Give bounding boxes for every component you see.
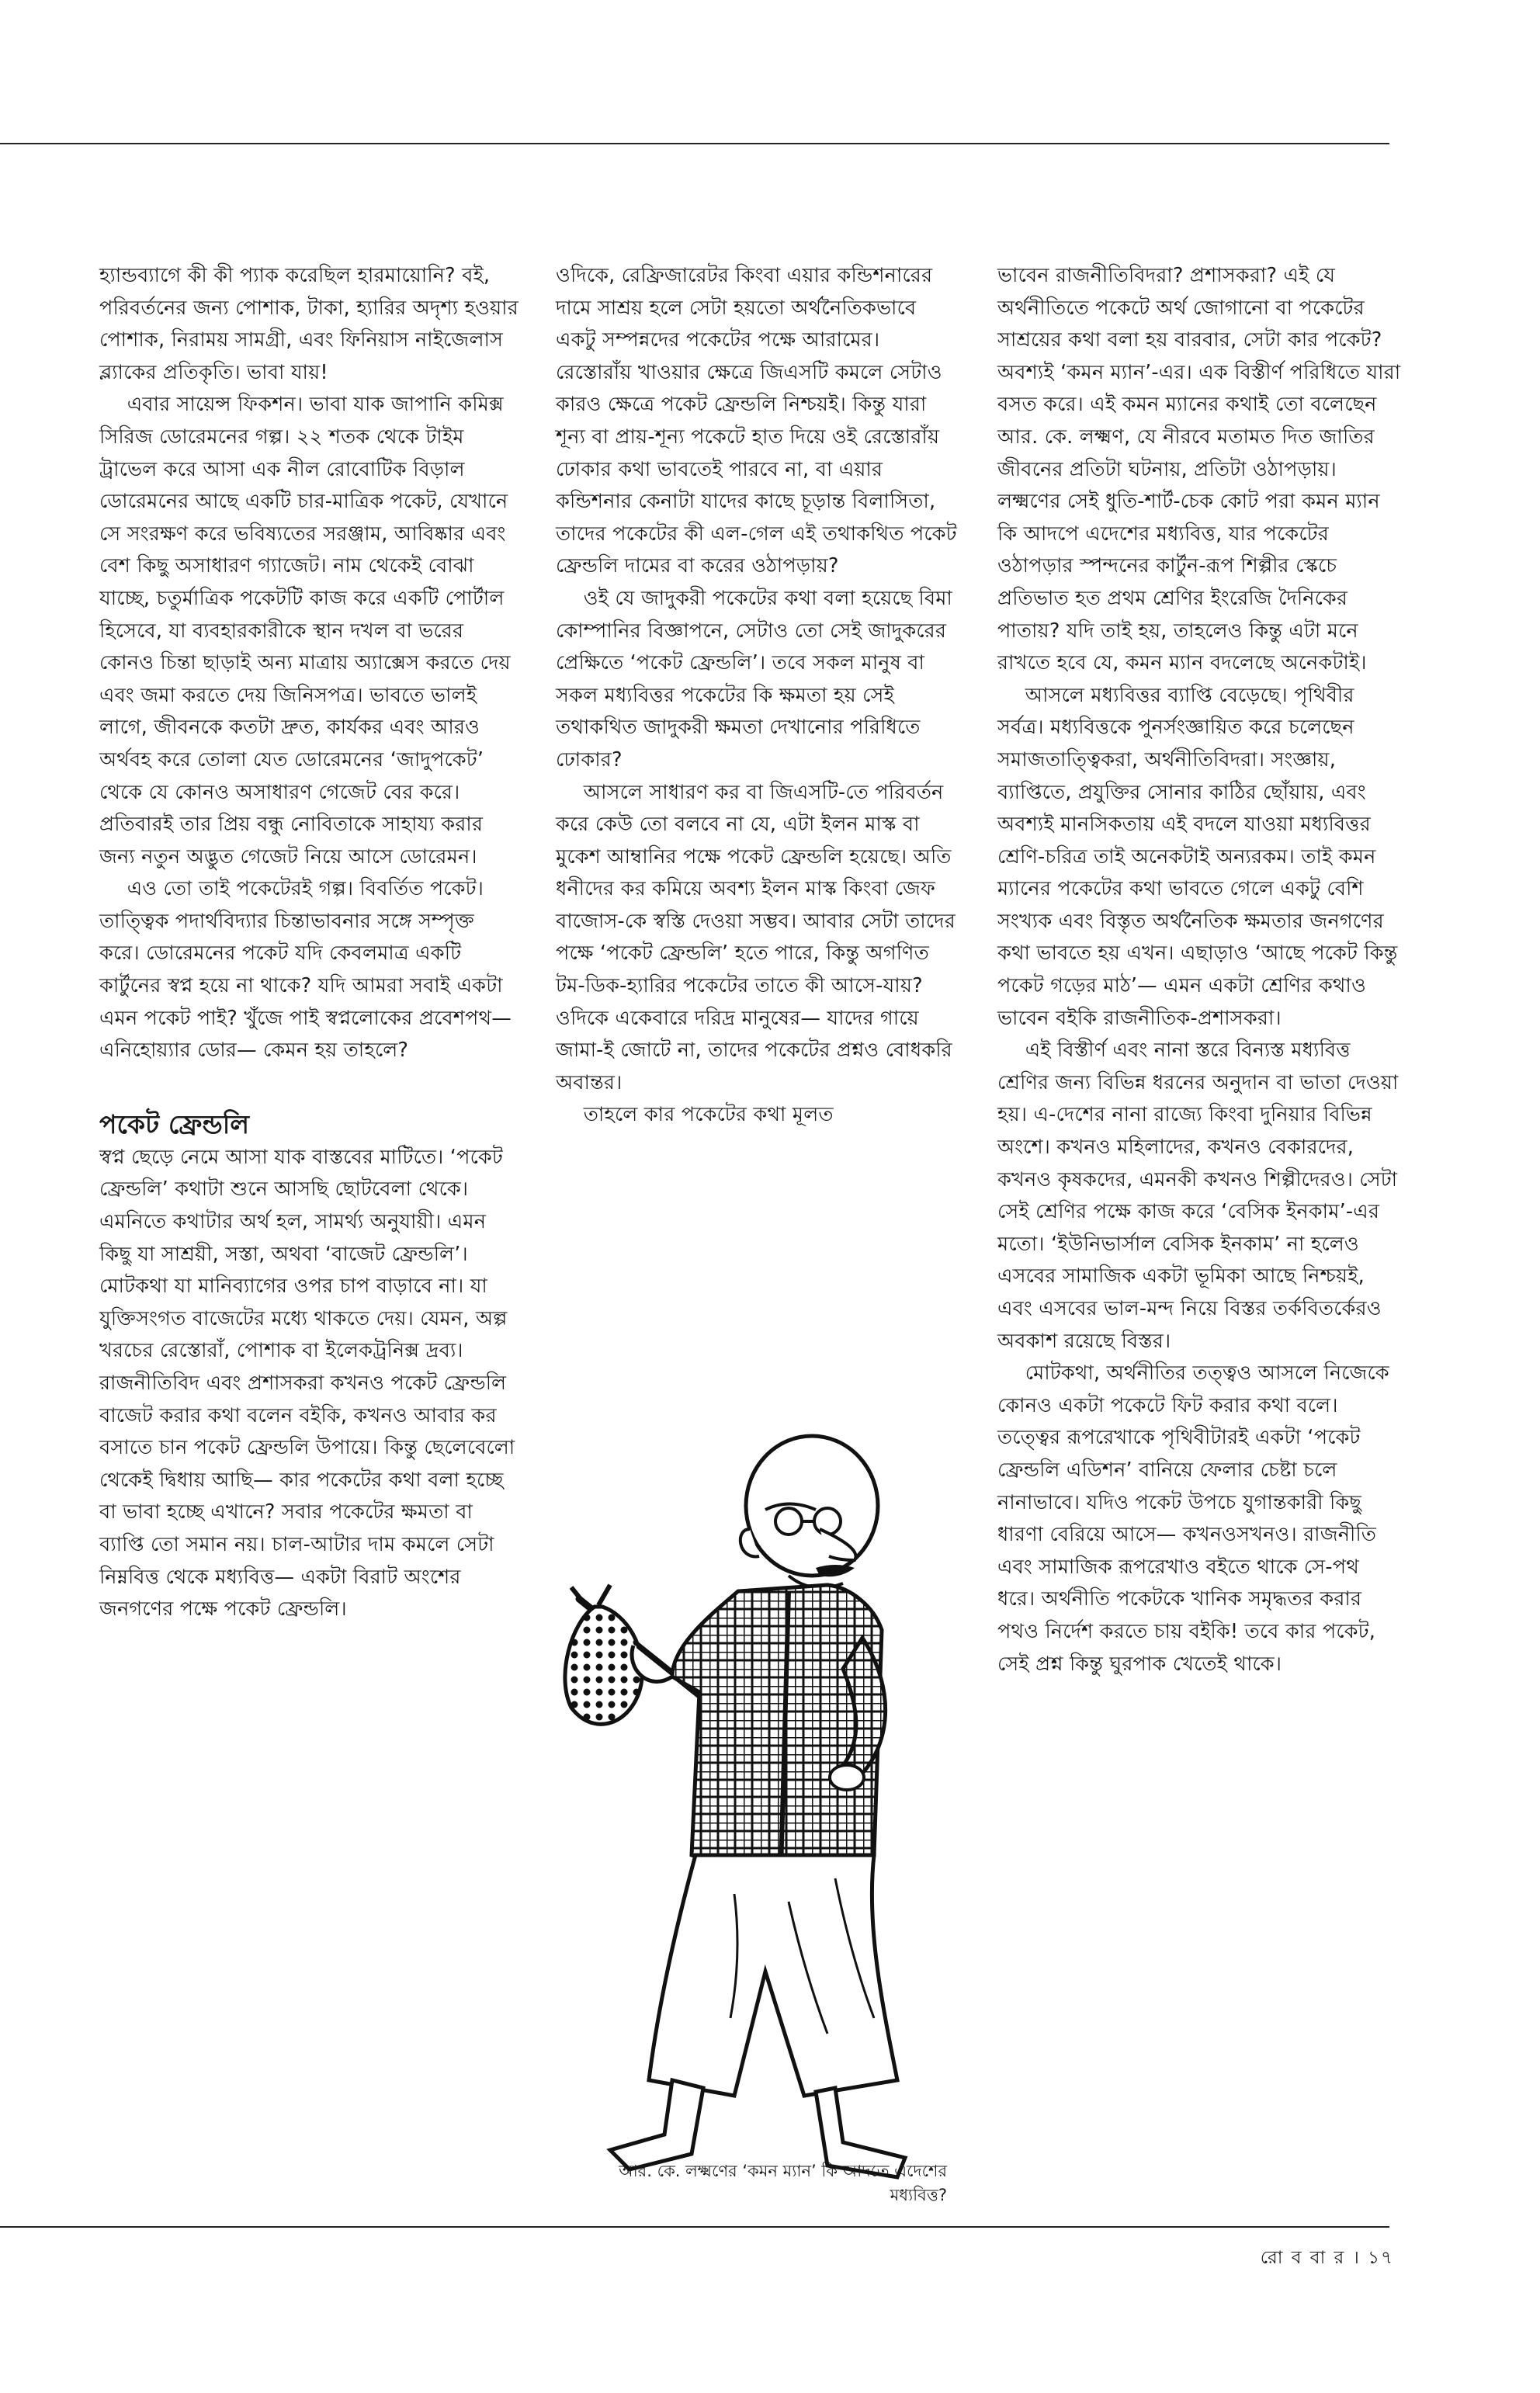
paragraph: স্বপ্ন ছেড়ে নেমে আসা যাক বাস্তবের মাটিতে। ‘পকেট ফ্রেন্ডলি’ কথাটা শুনে আসছি ছোটবেলা থেকে। এমনিতে কথাটার অর্থ হল, সামর্থ্য অনুযায়ী। এমন কিছু যা সাশ্রয়ী, সস্তা, অথবা ‘বাজেট ফ্রেন্ডলি’। মোটকথা যা মানিব্যাগের ওপর চাপ বাড়াবে না। যা যুক্তিসংগত বাজেটের মধ্যে থাকতে দেয়। যেমন, অল্প খরচের রেস্তোরাঁ, পোশাক বা ইলেকট্রনিক্স দ্রব্য। রাজনীতিবিদ এবং প্রশাসকরা কখনও পকেট ফ্রেন্ডলি বাজেট করার কথা বলেন বইকি, কখনও আবার কর বসাতে চান পকেট ফ্রেন্ডলি উপায়ে। কিন্তু ছেলেবেলো থেকেই দ্বিধায় আছি— কার পকেটের কথা বলা হচ্ছে বা ভাবা হচ্ছে এখানে? সবার পকেটের ক্ষমতা বা ব্যাপ্তি তো সমান নয়। চাল-আটার দাম কমলে সেটা নিম্নবিত্ত থেকে মধ্যবিত্ত— একটা বিরাট অংশের জনগণের পক্ষে পকেট ফ্রেন্ডলি। [99,1145,515,1621]
paragraph: ওই যে জাদুকরী পকেটের কথা বলা হয়েছে বিমা কোম্পানির বিজ্ঞাপনে, সেটাও তো সেই জাদুকরের প্রেক্ষিতে ‘পকেট ফ্রেন্ডলি’। তবে সকল মানুষ বা সকল মধ্যবিত্তর পকেটের কি ক্ষমতা হয় সেই তথাকথিত জাদুকরী ক্ষমতা দেখানোর পরিধিতে ঢোকার? [556,586,952,772]
illustration-caption: আর. কে. লক্ষ্মণের ‘কমন ম্যান’ কি আদতে এদেশের মধ্যবিত্ত? [619,2162,947,2204]
paragraph: এও তো তাই পকেটেরই গল্প। বিবর্তিত পকেট। তাত্ত্বিক পদার্থবিদ্যার চিন্তাভাবনার সঙ্গে সম্পৃক্ত করে। ডোরেমনের পকেট যদি কেবলমাত্র একটি কার্টুনের স্বপ্ন হয়ে না থাকে? যদি আমরা সবাই একটা এমন পকেট পাই? খুঁজে পাই স্বপ্নলোকের প্রবেশপথ— এনিহোয়্যার ডোর— কেমন হয় তাহলে? [99,877,512,1063]
paragraph: এই বিস্তীর্ণ এবং নানা স্তরে বিন্যস্ত মধ্যবিত্ত শ্রেণির জন্য বিভিন্ন ধরনের অনুদান বা ভাতা দেওয়া হয়। এ-দেশের নানা রাজ্যে কিংবা দুনিয়ার বিভিন্ন অংশে। কখনও মহিলাদের, কখনও বেকারদের, কখনও কৃষকদের, এমনকী কখনও শিল্পীদেরও। সেটা সেই শ্রেণির পক্ষে কাজ করে ‘বেসিক ইনকাম’-এর মতো। ‘ইউনিভার্সাল বেসিক ইনকাম’ না হলেও এসবের সামাজিক একটা ভূমিকা আছে নিশ্চয়ই, এবং এসবের ভাল-মন্দ নিয়ে বিস্তর তর্কবিতর্কেরও অবকাশ রয়েছে বিস্তর। [997,1039,1399,1353]
paragraph: মোটকথা, অর্থনীতির তত্ত্বও আসলে নিজেকে কোনও একটা পকেটে ফিট করার কথা বলে। তত্ত্বের রূপরেখাকে পৃথিবীটারই একটা ‘পকেট ফ্রেন্ডলি এডিশন’ বানিয়ে ফেলার চেষ্টা চলে নানাভাবে। যদিও পকেট উপচে যুগান্তকারী কিছু ধারণা বেরিয়ে আসে— কখনওসখনও। রাজনীতি এবং সামাজিক রূপরেখাও বইতে থাকে সে-পথ ধরে। অর্থনীতি পকেটকে খানিক সমৃদ্ধতর করার পথও নির্দেশ করতে চায় বইকি! তবে কার পকেট, সেই প্রশ্ন কিন্তু ঘুরপাক খেতেই থাকে। [997,1361,1389,1676]
footer-separator: । [1352,2248,1361,2268]
dhoti [649,1855,897,2096]
common-man-cartoon-illustration [556,1413,959,2197]
page-number: ১৭ [1368,2248,1394,2268]
bottom-rule [0,2226,1389,2228]
article-column-2 [556,260,959,1132]
paragraph: ওদিকে, রেফ্রিজারেটর কিংবা এয়ার কন্ডিশনারের দামে সাশ্রয় হলে সেটা হয়তো অর্থনৈতিকভাবে একটু সম্পন্নদের পকেটের পক্ষে আরামের। রেস্তোরাঁয় খাওয়ার ক্ষেত্রে জিএসটি কমলে সেটাও কারও ক্ষেত্রে পকেট ফ্রেন্ডলি নিশ্চয়ই। কিন্তু যারা শূন্য বা প্রায়-শূন্য পকেটে হাত দিয়ে ওই রেস্তোরাঁয় ঢোকার কথা ভাবতেই পারবে না, বা এয়ার কন্ডিশনার কেনাটা যাদের কাছে চূড়ান্ত বিলাসিতা, তাদের পকেটের কী এল-গেল এই তথাকথিত পকেট ফ্রেন্ডলি দামের বা করের ওঠাপড়ায়? [556,264,957,578]
section-heading: পকেট ফ্রেন্ডলি [99,1108,250,1139]
paragraph: আসলে সাধারণ কর বা জিএসটি-তে পরিবর্তন করে কেউ তো বলবে না যে, এটা ইলন মাস্ক বা মুকেশ আম্বানির পক্ষে পকেট ফ্রেন্ডলি হয়েছে। অতি ধনীদের কর কমিয়ে অবশ্য ইলন মাস্ক কিংবা জেফ বাজোস-কে স্বস্তি দেওয়া সম্ভব। আবার সেটা তাদের পক্ষে ‘পকেট ফ্রেন্ডলি’ হতে পারে, কিন্তু অগণিত টম-ডিক-হ্যারির পকেটের তাতে কী আসে-যায়? ওদিকে একেবারে দরিদ্র মানুষের— যাদের গায়ে জামা-ই জোটে না, তাদের পকেটের প্রশ্নও বোধকরি অবান্তর। [556,780,956,1094]
paragraph: তাহলে কার পকেটের কথা মূলত [583,1103,834,1127]
paragraph: ভাবেন রাজনীতিবিদরা? প্রশাসকরা? এই যে অর্থনীতিতে পকেটে অর্থ জোগানো বা পকেটের সাশ্রয়ের কথা বলা হয় বারবার, সেটা কার পকেট? অবশ্যই ‘কমন ম্যান’-এর। এক বিস্তীর্ণ পরিধিতে যারা বসত করে। এই কমন ম্যানের কথাই তো বলেছেন আর. কে. লক্ষ্মণ, যে নীরবে মতামত দিত জাতির জীবনের প্রতিটা ঘটনায়, প্রতিটা ওঠাপড়ায়। লক্ষ্মণের সেই ধুতি-শার্ট-চেক কোট পরা কমন ম্যান কি আদপে এদেশের মধ্যবিত্ত, যার পকেটের ওঠাপড়ার স্পন্দনের কার্টুন-রূপ শিল্পীর স্কেচে প্রতিভাত হত প্রথম শ্রেণির ইংরেজি দৈনিকের পাতায়? যদি তাই হয়, তাহলেও কিন্তু এটা মনে রাখতে হবে যে, কমন ম্যান বদলেছে অনেকটাই। [997,264,1401,675]
paragraph: হ্যান্ডব্যাগে কী কী প্যাক করেছিল হারমায়োনি? বই, পরিবর্তনের জন্য পোশাক, টাকা, হ্যারির অদৃশ্য হওয়ার পোশাক, নিরাময় সামগ্রী, এবং ফিনিয়াস নাইজেলাস ব্ল্যাকের প্রতিকৃতি। ভাবা যায়! [99,264,519,384]
magazine-name: রো ব বা র [1260,2248,1346,2268]
top-rule [0,143,1389,144]
article-column-3 [997,260,1401,1680]
head [741,1436,878,1588]
article-column-1 [99,260,519,1626]
paragraph: আসলে মধ্যবিত্তর ব্যাপ্তি বেড়েছে। পৃথিবীর সর্বত্র। মধ্যবিত্তকে পুনর্সংজ্ঞায়িত করে চলেছেন সমাজতাত্ত্বিকরা, অর্থনীতিবিদরা। সংজ্ঞায়, ব্যাপ্তিতে, প্রযুক্তির সোনার কাঠির ছোঁয়ায়, এবং অবশ্যই মানসিকতায় এই বদলে যাওয়া মধ্যবিত্তর শ্রেণি-চরিত্র তাই অনেকটাই অন্যরকম। তাই কমন ম্যানের পকেটের কথা ভাবতে গেলে একটু বেশি সংখ্যক এবং বিস্তৃত অর্থনৈতিক ক্ষমতার জনগণের কথা ভাবতে হয় এখন। এছাড়াও ‘আছে পকেট কিন্তু পকেট গড়ের মাঠ’— এমন একটা শ্রেণির কথাও ভাবেন বইকি রাজনীতিক-প্রশাসকরা। [997,683,1398,1030]
coat [632,1585,886,1878]
page-footer [1261,2243,1394,2273]
paragraph: এবার সায়েন্স ফিকশন। ভাবা যাক জাপানি কমিক্স সিরিজ ডোরেমনের গল্প। ২২ শতক থেকে টাইম ট্রাভেল করে আসা এক নীল রোবোটিক বিড়াল ডোরেমনের আছে একটি চার-মাত্রিক পকেট, যেখানে সে সংরক্ষণ করে ভবিষ্যতের সরঞ্জাম, আবিষ্কার এবং বেশ কিছু অসাধারণ গ্যাজেট। নাম থেকেই বোঝা যাচ্ছে, চতুর্মাত্রিক পকেটটি কাজ করে একটি পোর্টাল হিসেবে, যা ব্যবহারকারীকে স্থান দখল বা ভরের কোনও চিন্তা ছাড়াই অন্য মাত্রায় অ্যাক্সেস করতে দেয় এবং জমা করতে দেয় জিনিসপত্র। ভাবতে ভালই লাগে, জীবনকে কতটা দ্রুত, কার্যকর এবং আরও অর্থবহ করে তোলা যেত ডোরেমনের ‘জাদুপকেট’ থেকে যে কোনও অসাধারণ গেজেট বের করে। প্রতিবারই তার প্রিয় বন্ধু নোবিতাকে সাহায্য করার জন্য নতুন অদ্ভুত গেজেট নিয়ে আসে ডোরেমন। [99,393,511,869]
